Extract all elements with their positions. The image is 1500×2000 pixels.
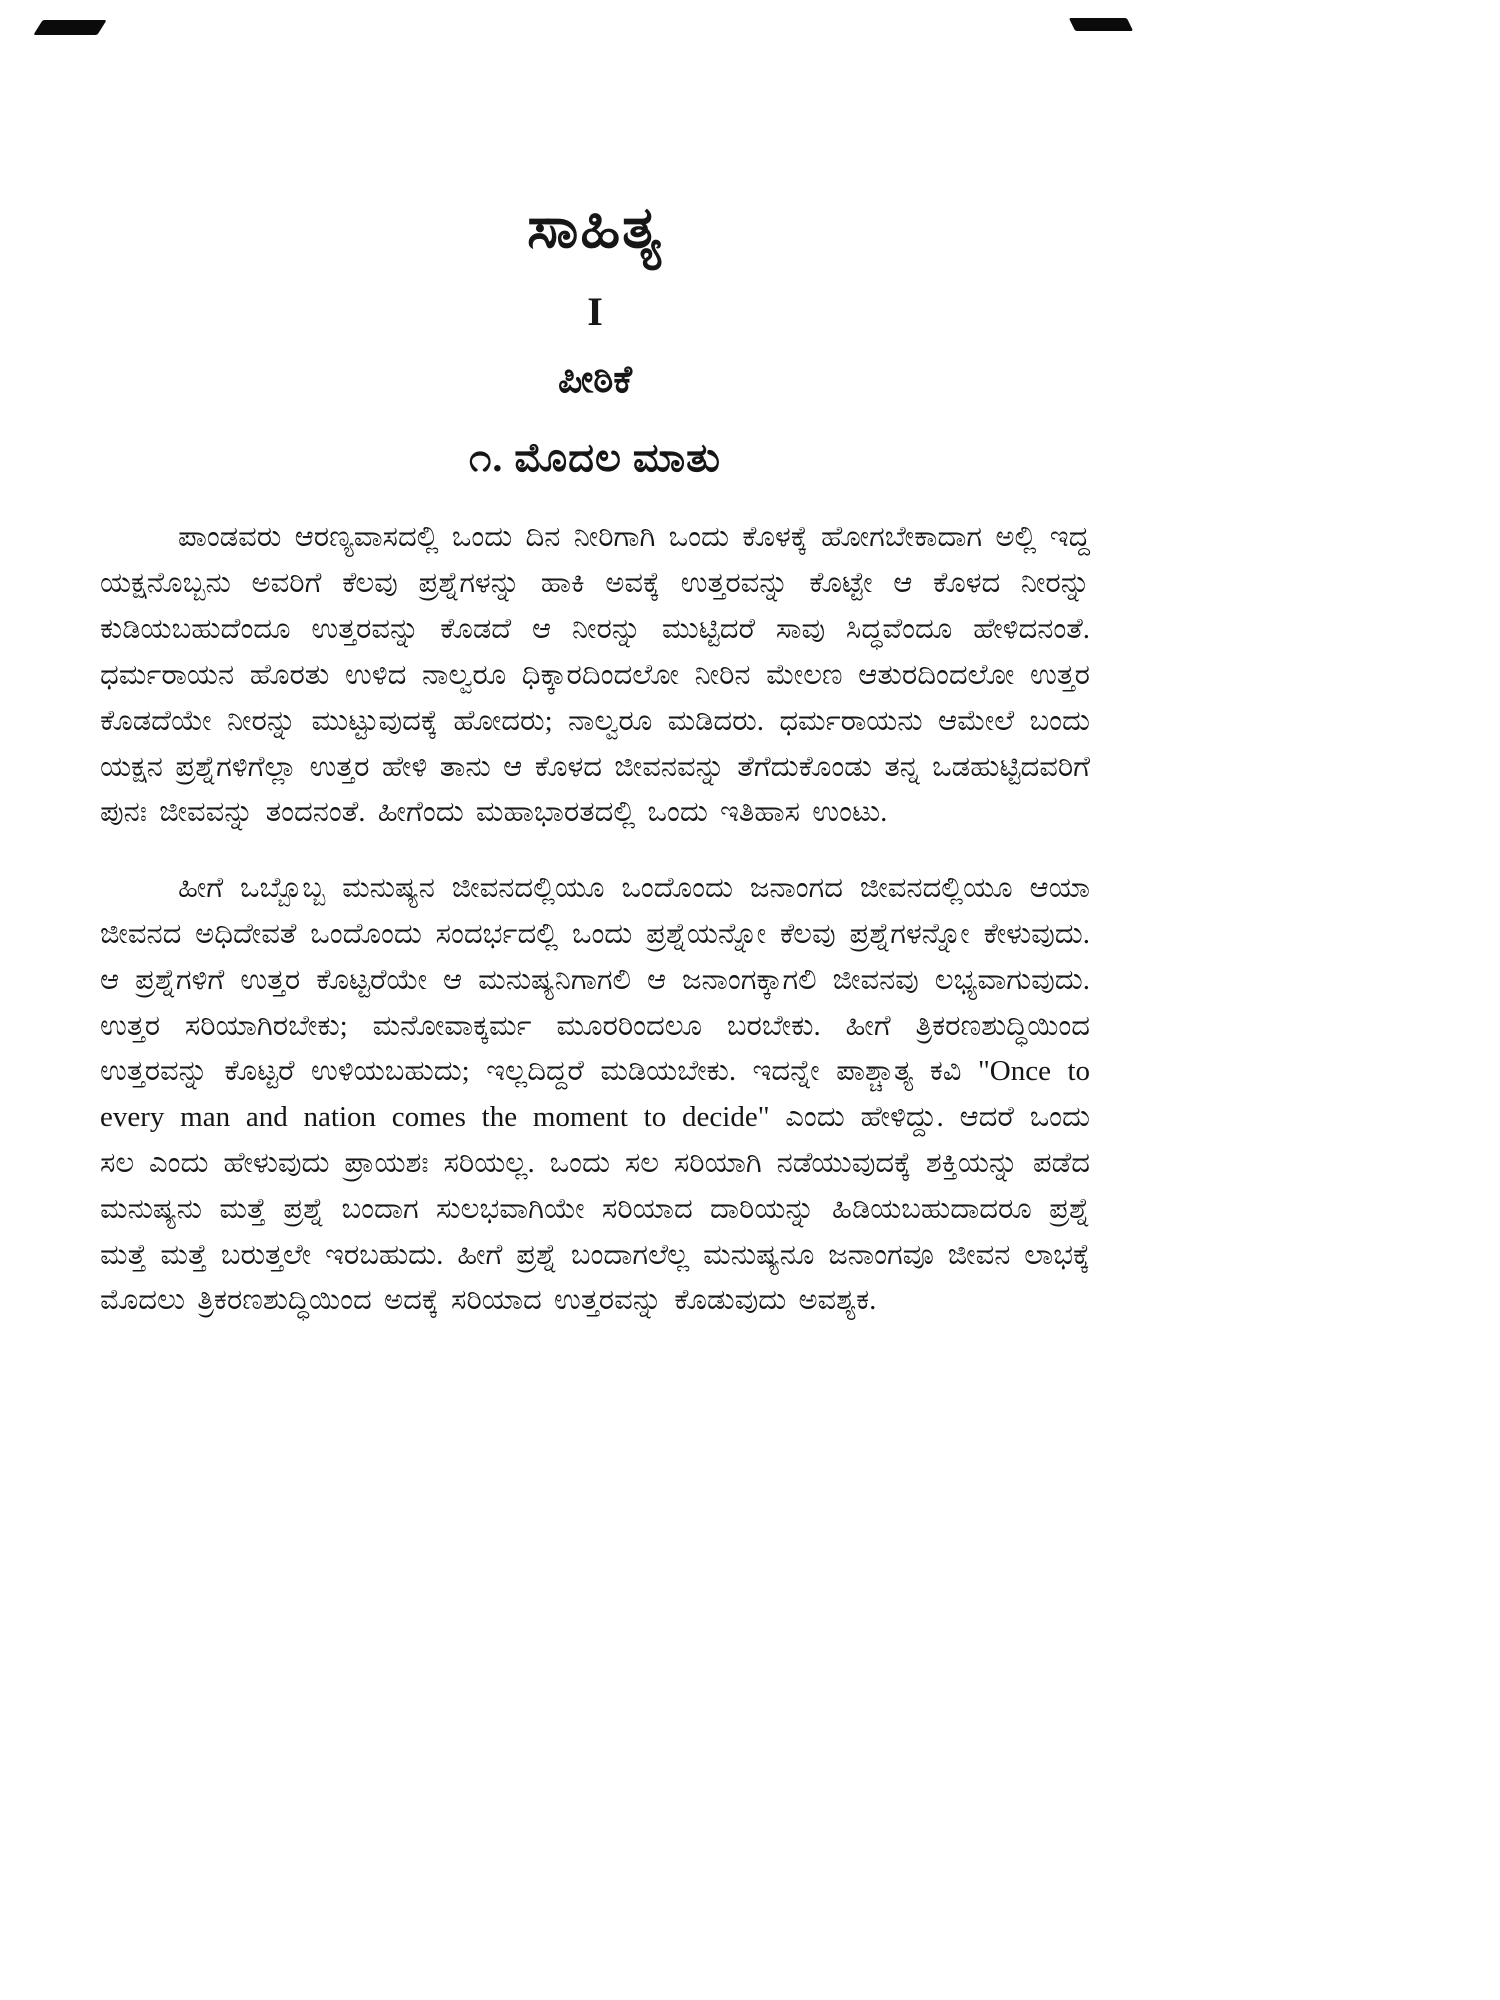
paragraph-2: ಹೀಗೆ ಒಬ್ಬೊಬ್ಬ ಮನುಷ್ಯನ ಜೀವನದಲ್ಲಿಯೂ ಒಂದೊಂದು ಜನಾಂಗದ ಜೀವನದಲ್ಲಿಯೂ ಆಯಾ ಜೀವನದ ಅಧಿದೇವತೆ ಒಂದೊಂದು ಸಂದರ್ಭದಲ್ಲಿ ಒಂದು ಪ್ರಶ್ನೆಯನ್ನೋ ಕೆಲವು ಪ್ರಶ್ನೆಗಳನ್ನೋ ಕೇಳುವುದು. ಆ ಪ್ರಶ್ನೆಗಳಿಗೆ ಉತ್ತರ ಕೊಟ್ಟರೆಯೇ ಆ ಮನುಷ್ಯನಿಗಾಗಲಿ ಆ ಜನಾಂಗಕ್ಕಾಗಲಿ ಜೀವನವು ಲಭ್ಯವಾಗುವುದು. ಉತ್ತರ ಸರಿಯಾಗಿರಬೇಕು; ಮನೋವಾಕ್ಕರ್ಮ ಮೂರರಿಂದಲೂ ಬರಬೇಕು. ಹೀಗೆ ತ್ರಿಕರಣಶುದ್ಧಿಯಿಂದ ಉತ್ತರವನ್ನು ಕೊಟ್ಟರೆ ಉಳಿಯಬಹುದು; ಇಲ್ಲದಿದ್ದರೆ ಮಡಿಯಬೇಕು. ಇದನ್ನೇ ಪಾಶ್ಚಾತ್ಯ ಕವಿ "Once to every man and nation comes the moment to decide" ಎಂದು ಹೇಳಿದ್ದು. ಆದರೆ ಒಂದು ಸಲ ಎಂದು ಹೇಳುವುದು ಪ್ರಾಯಶಃ ಸರಿಯಲ್ಲ. ಒಂದು ಸಲ ಸರಿಯಾಗಿ ನಡೆಯುವುದಕ್ಕೆ ಶಕ್ತಿಯನ್ನು ಪಡೆದ ಮನುಷ್ಯನು ಮತ್ತೆ ಪ್ರಶ್ನೆ ಬಂದಾಗ ಸುಲಭವಾಗಿಯೇ ಸರಿಯಾದ ದಾರಿಯನ್ನು ಹಿಡಿಯಬಹುದಾದರೂ ಪ್ರಶ್ನೆ ಮತ್ತೆ ಮತ್ತೆ ಬರುತ್ತಲೇ ಇರಬಹುದು. ಹೀಗೆ ಪ್ರಶ್ನೆ ಬಂದಾಗಲೆಲ್ಲ ಮನುಷ್ಯನೂ ಜನಾಂಗವೂ ಜೀವನ ಲಾಭಕ್ಕೆ ಮೊದಲು ತ್ರಿಕರಣಶುದ್ಧಿಯಿಂದ ಅದಕ್ಕೆ ಸರಿಯಾದ ಉತ್ತರವನ್ನು ಕೊಡುವುದು ಅವಶ್ಯಕ. (100, 872, 1090, 1317)
page-content (100, 195, 1090, 1324)
paragraph-1: ಪಾಂಡವರು ಆರಣ್ಯವಾಸದಲ್ಲಿ ಒಂದು ದಿನ ನೀರಿಗಾಗಿ ಒಂದು ಕೊಳಕ್ಕೆ ಹೋಗಬೇಕಾದಾಗ ಅಲ್ಲಿ ಇದ್ದ ಯಕ್ಷನೊಬ್ಬನು ಅವರಿಗೆ ಕೆಲವು ಪ್ರಶ್ನೆಗಳನ್ನು ಹಾಕಿ ಅವಕ್ಕೆ ಉತ್ತರವನ್ನು ಕೊಟ್ಟೇ ಆ ಕೊಳದ ನೀರನ್ನು ಕುಡಿಯಬಹುದೆಂದೂ ಉತ್ತರವನ್ನು ಕೊಡದೆ ಆ ನೀರನ್ನು ಮುಟ್ಟಿದರೆ ಸಾವು ಸಿದ್ಧವೆಂದೂ ಹೇಳಿದನಂತೆ. ಧರ್ಮರಾಯನ ಹೊರತು ಉಳಿದ ನಾಲ್ವರೂ ಧಿಕ್ಕಾರದಿಂದಲೋ ನೀರಿನ ಮೇಲಣ ಆತುರದಿಂದಲೋ ಉತ್ತರ ಕೊಡದೆಯೇ ನೀರನ್ನು ಮುಟ್ಟುವುದಕ್ಕೆ ಹೋದರು; ನಾಲ್ವರೂ ಮಡಿದರು. ಧರ್ಮರಾಯನು ಆಮೇಲೆ ಬಂದು ಯಕ್ಷನ ಪ್ರಶ್ನೆಗಳಿಗೆಲ್ಲಾ ಉತ್ತರ ಹೇಳಿ ತಾನು ಆ ಕೊಳದ ಜೀವನವನ್ನು ತೆಗೆದುಕೊಂಡು ತನ್ನ ಒಡಹುಟ್ಟಿದವರಿಗೆ ಪುನಃ ಜೀವವನ್ನು ತಂದನಂತೆ. ಹೀಗೆಂದು ಮಹಾಭಾರತದಲ್ಲಿ ಒಂದು ಇತಿಹಾಸ ಉಂಟು. (100, 521, 1090, 829)
chapter-heading: ೧. ಮೊದಲ ಮಾತು (468, 435, 722, 481)
section-title: ಪೀಠಿಕೆ (558, 358, 632, 401)
book-title: ಸಾಹಿತ್ಯ (527, 195, 663, 260)
scan-artifact-top-right (1069, 18, 1133, 31)
part-numeral: I (587, 288, 603, 334)
scan-artifact-top-left (33, 20, 106, 35)
